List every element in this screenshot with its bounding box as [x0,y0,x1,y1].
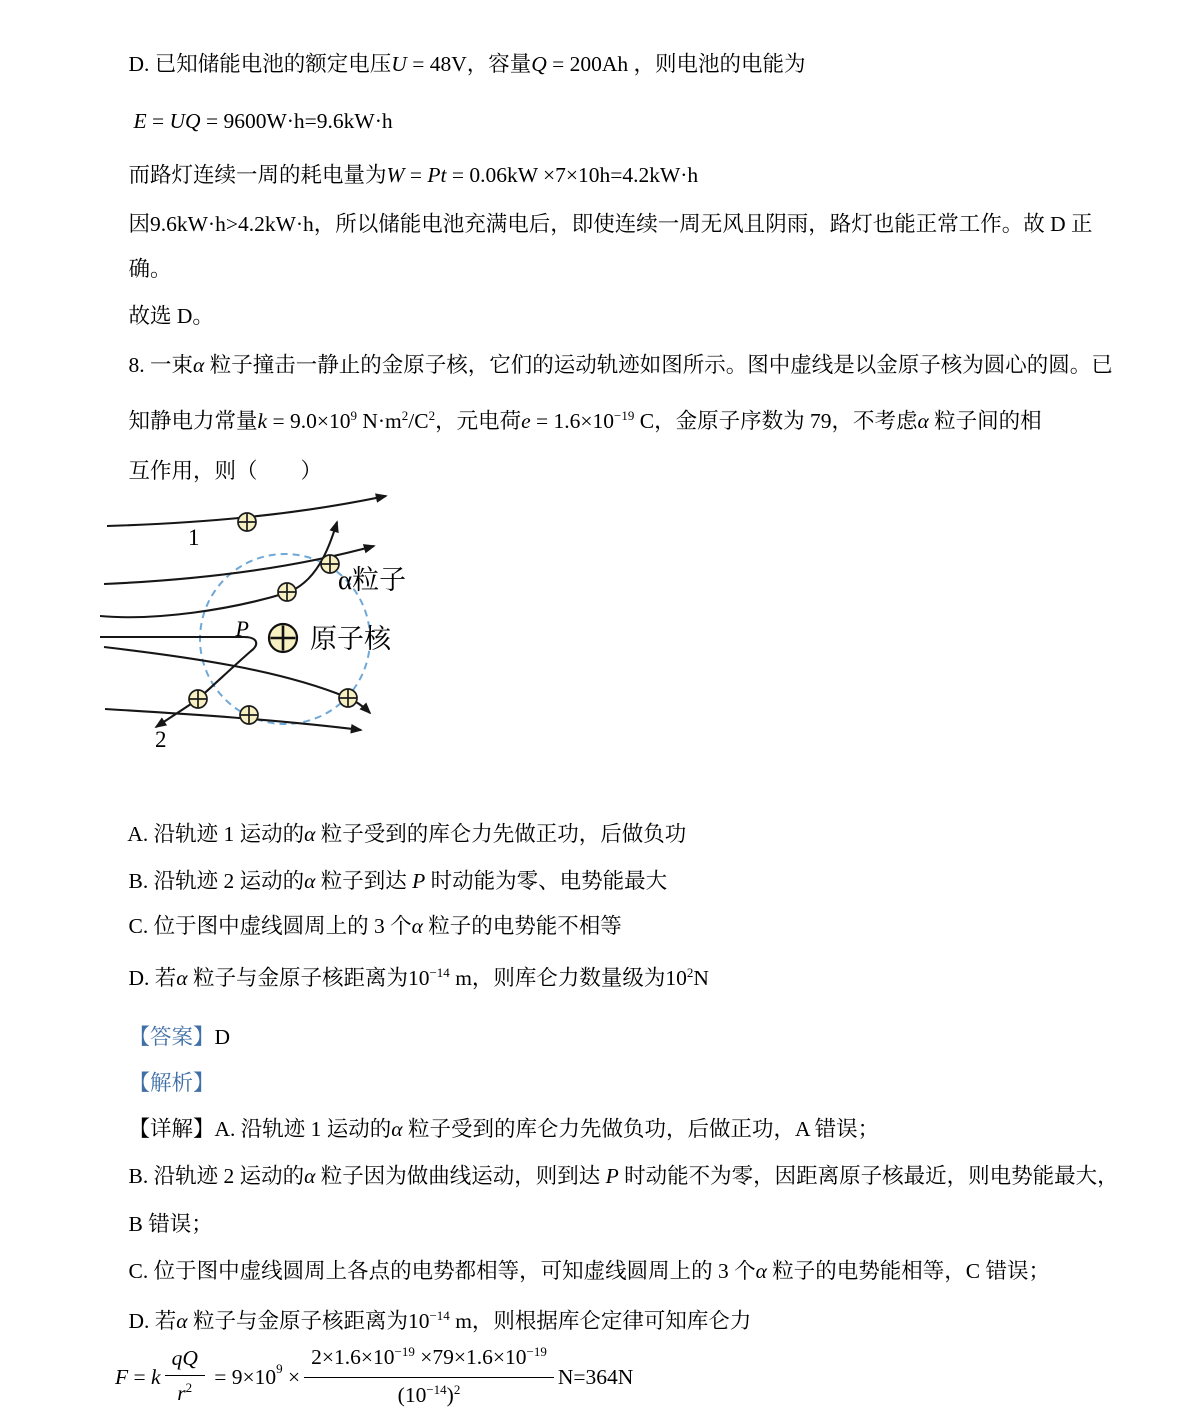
exponent: −19 [614,408,635,423]
point-p-label: P [235,616,249,641]
var-r: r [177,1381,186,1405]
text-segment: B. 沿轨迹 2 运动的 [128,1164,305,1188]
var-alpha: α [176,966,188,990]
text-segment: 粒子因为做曲线运动，则到达 [315,1164,606,1188]
exponent: −19 [394,1343,415,1359]
var-P: P [412,869,426,893]
text-segment: × [282,1364,301,1389]
alpha-particle-icon [339,689,357,707]
trajectory-steep-up [100,522,337,617]
var-F: F [115,1364,129,1389]
alpha-particle-icon [240,706,258,724]
exponent: 2 [453,1381,461,1397]
text-segment: = 9.0×10 [267,409,351,433]
text-segment: 粒子的电势能相等，C 错误； [766,1259,1050,1283]
var-P: P [605,1164,619,1188]
text-segment: = [128,1364,152,1389]
text-segment: 粒子与金原子核距离为10 [187,966,430,990]
text-segment: = 9×10 [208,1364,277,1389]
text-segment: 粒子与金原子核距离为10 [187,1309,430,1333]
text-segment: N·m [356,409,402,433]
var-alpha: α [304,869,316,893]
var-U: U [391,52,407,76]
exponent: −14 [429,1308,450,1323]
var-UQ: UQ [169,109,201,133]
line-reasoning-1 [107,179,1093,269]
text-segment: 粒子受到的库仑力先做负功，后做正功，A 错误； [402,1117,880,1141]
track1-label: 1 [188,525,200,550]
var-alpha: α [755,1259,767,1283]
exponent: 9 [276,1361,283,1376]
exponent: 2 [428,408,436,423]
text-segment: ) [446,1382,454,1407]
nucleus-icon [269,624,297,652]
text-segment: (10 [397,1382,427,1407]
trajectory-lower-mid [104,647,370,713]
track2-label: 2 [155,727,167,752]
alpha-particle-label: α粒子 [338,565,407,595]
text-segment: 而路灯连续一周的耗电量为 [128,163,387,187]
exponent: −14 [429,965,450,980]
var-alpha: α [304,822,316,846]
text-segment: = [404,163,428,187]
fraction-qQ-r2 [165,1344,205,1410]
var-W: W [386,163,405,187]
text-segment: = 200Ah ，则电池的电能为 [546,52,806,76]
exponent: 2 [686,965,694,980]
text-segment: 2×1.6×10 [311,1344,395,1369]
var-alpha: α [176,1309,188,1333]
text-segment: 【详解】A. 沿轨迹 1 运动的 [128,1117,392,1141]
answer-value: D [214,1025,231,1049]
fraction-numeric [304,1343,554,1412]
text-segment: 粒子撞击一静止的金原子核，它们的运动轨迹如图所示。图中虚线是以金原子核为圆心的圆。已 [204,353,1113,377]
text-segment: 故选 D。 [128,304,214,328]
nucleus-label: 原子核 [310,624,391,654]
text-segment: /C [408,409,429,433]
text-segment: = 9600W·h=9.6kW·h [200,109,393,133]
exponent: 2 [401,408,409,423]
text-segment: C. 位于图中虚线圆周上各点的电势都相等，可知虚线圆周上的 3 个 [128,1259,756,1283]
exponent: 9 [350,408,357,423]
text-segment: m，则根据库仑定律可知库仑力 [449,1309,752,1333]
text-segment: 互作用，则（ ） [128,459,323,483]
var-Q: Q [531,52,547,76]
alpha-particle-icon [321,555,339,573]
var-Pt: Pt [427,163,447,187]
text-segment: ×79×1.6×10 [414,1344,527,1369]
var-k: k [257,409,268,433]
var-E: E [133,109,147,133]
text-segment: 8. 一束 [128,353,194,377]
var-alpha: α [917,409,929,433]
exponent: −19 [526,1343,547,1359]
fraction-numerator [304,1343,554,1378]
text-segment: 粒子到达 [315,869,413,893]
text-segment: = 1.6×10 [530,409,615,433]
text-segment: B 错误； [128,1212,213,1236]
coulomb-force-formula [115,1331,633,1423]
text-segment: 粒子间的相 [928,409,1042,433]
var-alpha: α [411,914,423,938]
alpha-scattering-figure [100,487,430,772]
text-segment: N [693,966,709,990]
text-segment: D. 若 [128,966,177,990]
fraction-numerator: qQ [165,1344,205,1376]
text-segment: 粒子受到的库仑力先做正功，后做负功 [315,822,687,846]
text-segment: C，金原子序数为 79，不考虑 [634,409,918,433]
text-segment: = 48V，容量 [406,52,532,76]
fraction-denominator [177,1376,192,1410]
trajectory-bottom [105,709,361,730]
text-segment: 时动能不为零，因距离原子核最近，则电势能最大， [618,1164,1119,1188]
answer-tag: 【答案】 [128,1025,215,1049]
fraction-denominator [398,1378,461,1412]
text-segment: = 0.06kW ×7×10h=4.2kW·h [446,163,699,187]
var-alpha: α [304,1164,316,1188]
analysis-tag: 【解析】 [128,1071,215,1095]
text-segment: 因9.6kW·h>4.2kW·h，所以储能电池充满电后，即使连续一周无风且阴雨，路灯也能正常工作。故 D 正 [128,212,1093,236]
text-segment: m，则库仑力数量级为10 [449,966,687,990]
alpha-particle-icon [189,690,207,708]
exponent: −14 [426,1381,447,1397]
text-segment: D. 已知储能电池的额定电压 [128,52,392,76]
text-segment: 知静电力常量 [128,409,258,433]
line-detail-b [107,1131,1119,1221]
text-segment: N=364N [557,1364,634,1389]
alpha-particle-icon [278,583,296,601]
text-segment: A. 沿轨迹 1 运动的 [127,822,305,846]
text-segment: = [146,109,170,133]
text-segment: ，元电荷 [435,409,522,433]
var-k: k [151,1364,161,1389]
text-segment: 确。 [128,257,172,281]
var-alpha: α [193,353,205,377]
alpha-particle-icon [238,513,256,531]
text-segment: D. 若 [128,1309,177,1333]
text-segment: 时动能为零、电势能最大 [425,869,668,893]
var-alpha: α [391,1117,403,1141]
text-segment: B. 沿轨迹 2 运动的 [128,869,305,893]
exponent: 2 [185,1380,193,1395]
text-segment: 粒子的电势能不相等 [422,914,622,938]
var-e: e [521,409,531,433]
text-segment: C. 位于图中虚线圆周上的 3 个 [128,914,412,938]
